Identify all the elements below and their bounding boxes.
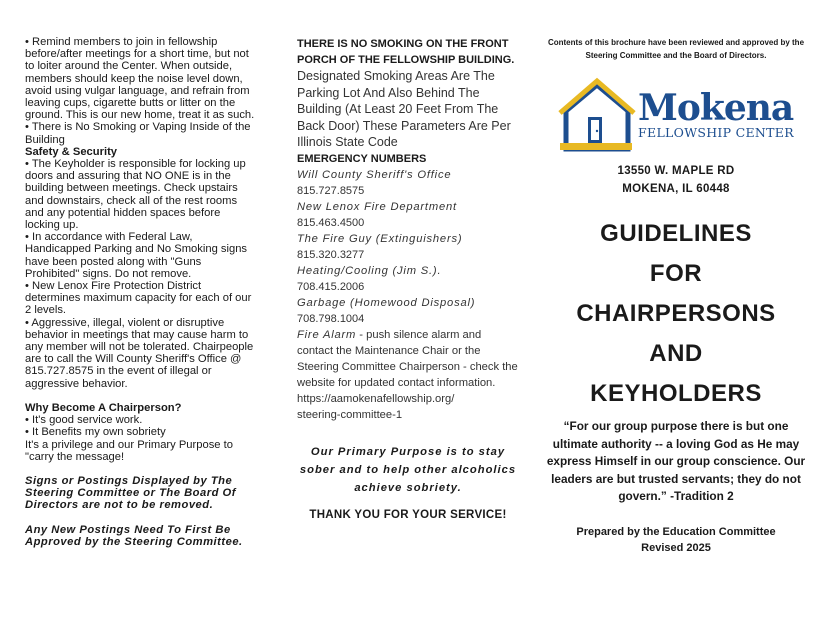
prepared-by: Prepared by the Education Committee bbox=[576, 525, 776, 538]
address-city: MOKENA, IL 60448 bbox=[622, 183, 730, 195]
why-item: • It's good service work. bbox=[25, 414, 143, 427]
contact-label: Heating/Cooling (Jim S.). bbox=[297, 264, 442, 277]
contact-label: Garbage (Homewood Disposal) bbox=[297, 296, 476, 309]
emergency-heading: EMERGENCY NUMBERS bbox=[297, 152, 427, 165]
title-line: FOR bbox=[649, 260, 703, 287]
smoking-body: Designated Smoking Areas Are The Parking Lot And Also Behind The Building (At Least 20 Feet From The Back Door) These Parameters Are Per Illinois State Code bbox=[297, 69, 511, 149]
panel-middle bbox=[297, 36, 519, 521]
title-line: KEYHOLDERS bbox=[590, 380, 762, 407]
panel-cover bbox=[545, 36, 807, 556]
contact-number: 708.798.1004 bbox=[297, 312, 365, 325]
why-heading: Why Become A Chairperson? bbox=[25, 401, 182, 414]
why-item: • It Benefits my own sobriety bbox=[25, 426, 166, 439]
address-street: 13550 W. MAPLE RD bbox=[617, 165, 735, 177]
fire-alarm-instructions bbox=[297, 327, 519, 391]
notice-postings: Any New Postings Need To First Be Approved by the Steering Committee. bbox=[25, 523, 243, 548]
safety-capacity: • New Lenox Fire Protection District determines maximum capacity for each of our 2 levels. bbox=[25, 280, 252, 317]
panel-left bbox=[25, 36, 257, 548]
website-url[interactable]: https://aamokenafellowship.org/ steering-committee-1 bbox=[297, 392, 455, 421]
title-line: GUIDELINES bbox=[600, 220, 752, 247]
logo bbox=[545, 76, 807, 154]
contact-number: 815.727.8575 bbox=[297, 184, 365, 197]
contact-label: Will County Sheriff's Office bbox=[297, 168, 452, 181]
house-icon bbox=[558, 77, 636, 153]
safety-keyholder: • The Keyholder is responsible for locking up doors and assuring that NO ONE is in the building between meetings. Check upstairs and downstairs, check all of the rest rooms and any potential hidden spaces before locking up. bbox=[25, 158, 246, 232]
contact-label: The Fire Guy (Extinguishers) bbox=[297, 232, 463, 245]
safety-signs: • In accordance with Federal Law, Handicapped Parking and No Smoking signs have been posted along with "Guns Prohibited" signs. Do not remove. bbox=[25, 231, 248, 280]
rule-loitering: • Remind members to join in fellowship before/after meetings for a short time, but not to loiter around the Center. When outside, members should keep the noise level down, avoid using vulgar language, and refrain from leaving cups, cigarette butts or litter on the ground. This is our new home, treat it as such. bbox=[25, 36, 255, 122]
revised-date: Revised 2025 bbox=[641, 541, 711, 554]
title-line: AND bbox=[649, 340, 703, 367]
rule-no-smoking-inside: • There is No Smoking or Vaping Inside of the Building bbox=[25, 121, 251, 146]
why-item: It's a privilege and our Primary Purpose to "carry the message! bbox=[25, 438, 233, 463]
contact-label: New Lenox Fire Department bbox=[297, 200, 457, 213]
title-line: CHAIRPERSONS bbox=[576, 300, 776, 327]
contact-number: 815.320.3277 bbox=[297, 248, 365, 261]
smoking-heading: THERE IS NO SMOKING ON THE FRONT PORCH OF THE FELLOWSHIP BUILDING. bbox=[297, 38, 515, 66]
review-note: Contents of this brochure have been reviewed and approved by the Steering Committee and the Board of Directors. bbox=[547, 38, 805, 60]
tradition-quote: “For our group purpose there is but one ultimate authority -- a loving God as He may express Himself in our group conscience. Our leaders are but trusted servants; they do not govern.” -Tradition 2 bbox=[546, 419, 806, 503]
logo-name: Mokena bbox=[638, 87, 794, 129]
notice-signs: Signs or Postings Displayed by The Steering Committee or The Board Of Directors are not to be removed. bbox=[25, 474, 236, 512]
safety-heading: Safety & Security bbox=[25, 145, 118, 158]
fire-alarm-label: Fire Alarm bbox=[297, 328, 357, 341]
primary-purpose: Our Primary Purpose is to stay sober and to help other alcoholics achieve sobriety. bbox=[299, 445, 517, 494]
logo-subtitle: FELLOWSHIP CENTER bbox=[638, 125, 794, 140]
contact-number: 708.415.2006 bbox=[297, 280, 365, 293]
contact-number: 815.463.4500 bbox=[297, 216, 365, 229]
thank-you: THANK YOU FOR YOUR SERVICE! bbox=[309, 508, 507, 521]
fire-alarm-text: - push silence alarm and contact the Maintenance Chair or the Steering Committee Chairperson - check the website for updated contact information. bbox=[297, 328, 518, 389]
safety-behavior: • Aggressive, illegal, violent or disruptive behavior in meetings that may cause harm to any member will not be tolerated. Chairpeople are to call the Will County Sheriff's Office @ 815.727.8575 in the event of illegal or aggressive behavior. bbox=[25, 316, 254, 390]
